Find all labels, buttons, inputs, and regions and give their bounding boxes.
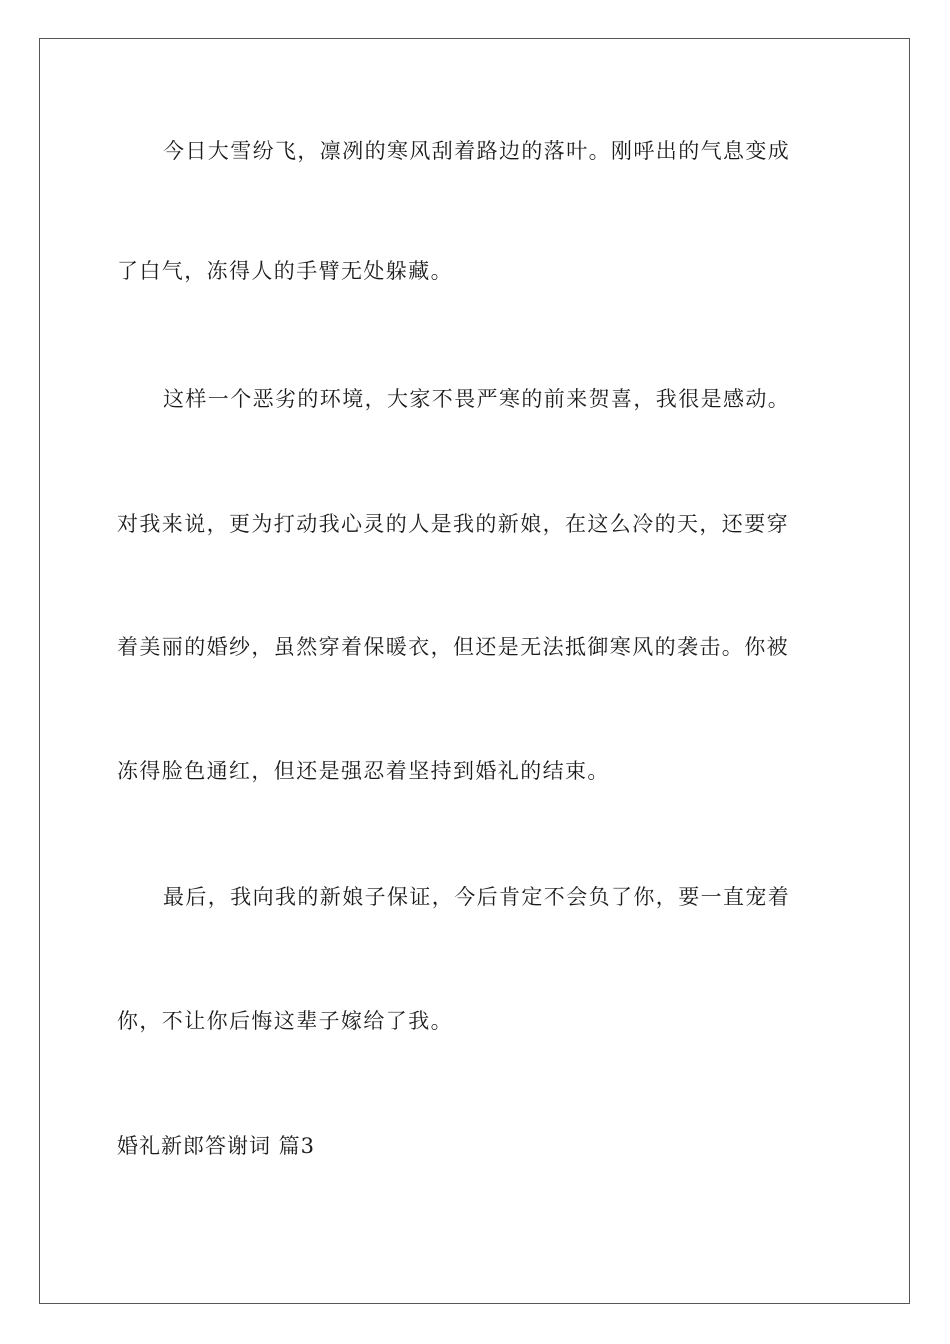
section-heading: 婚礼新郎答谢词 篇3 xyxy=(117,1134,316,1158)
paragraph-2-line-3: 着美丽的婚纱，虽然穿着保暖衣，但还是无法抵御寒风的袭击。你被 xyxy=(117,635,789,659)
paragraph-3-line-2: 你，不让你后悔这辈子嫁给了我。 xyxy=(117,1009,453,1033)
page-frame xyxy=(39,38,910,1304)
paragraph-3-line-1: 最后，我向我的新娘子保证，今后肯定不会负了你，要一直宠着 xyxy=(163,885,791,909)
paragraph-2-line-2: 对我来说，更为打动我心灵的人是我的新娘，在这么冷的天，还要穿 xyxy=(117,512,789,536)
paragraph-1-line-2: 了白气，冻得人的手臂无处躲藏。 xyxy=(117,259,453,283)
paragraph-2-line-1: 这样一个恶劣的环境，大家不畏严寒的前来贺喜，我很是感动。 xyxy=(163,387,791,411)
paragraph-2-line-4: 冻得脸色通红，但还是强忍着坚持到婚礼的结束。 xyxy=(117,759,610,783)
paragraph-1-line-1: 今日大雪纷飞，凛冽的寒风刮着路边的落叶。刚呼出的气息变成 xyxy=(163,139,791,163)
